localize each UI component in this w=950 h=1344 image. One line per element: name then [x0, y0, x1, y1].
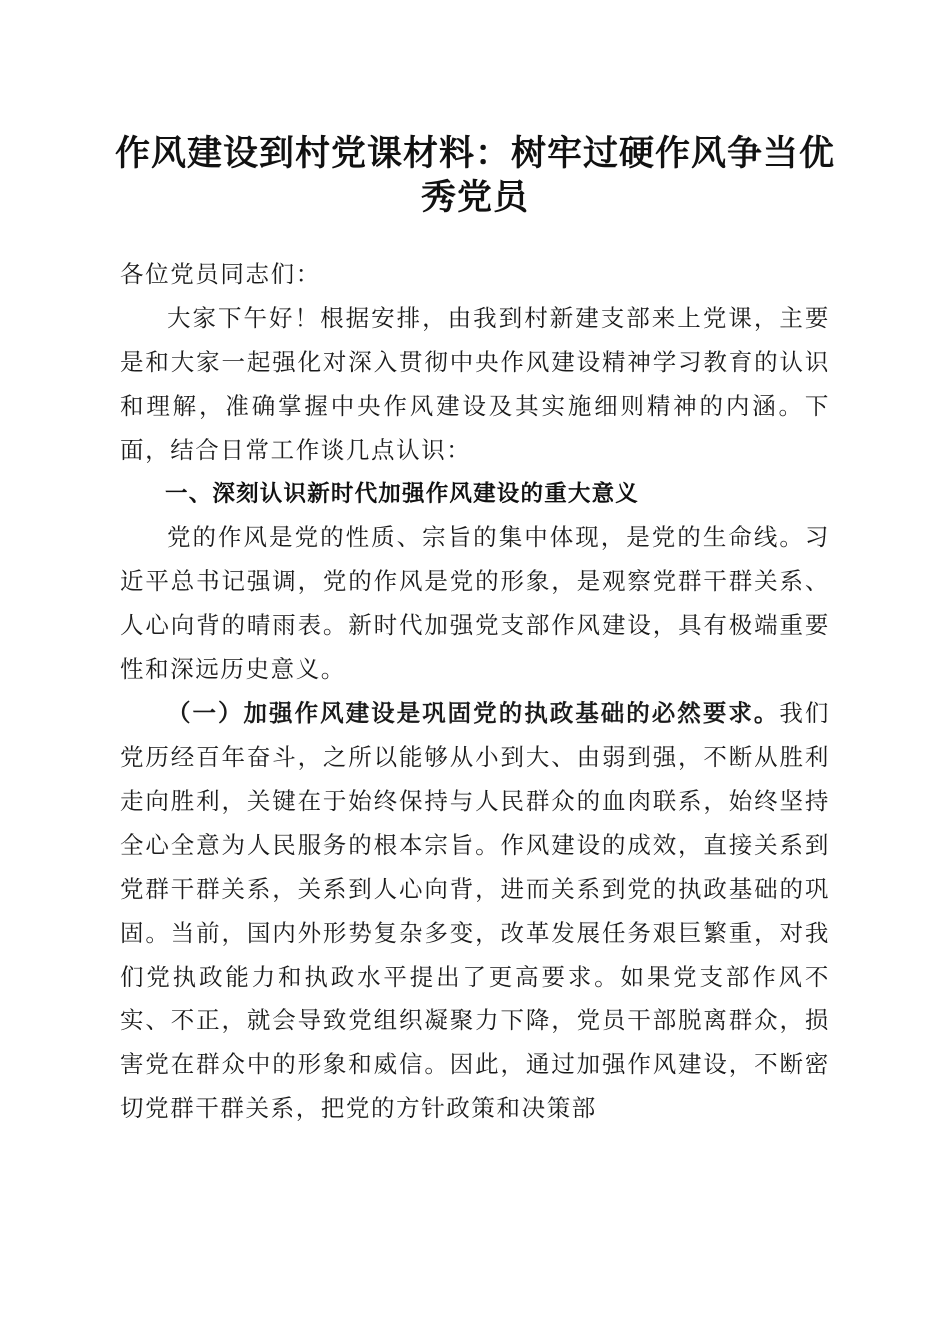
subsection-text-1: 我们党历经百年奋斗，之所以能够从小到大、由弱到强，不断从胜利走向胜利，关键在于始终保持与人民群众的血肉联系，始终坚持全心全意为人民服务的根本宗旨。作风建设的成效，直接关系到党群干群关系，关系到人心向背，进而关系到党的执政基础的巩固。当前，国内外形势复杂多变，改革发展任务艰巨繁重，对我们党执政能力和执政水平提出了更高要求。如果党支部作风不实、不正，就会导致党组织凝聚力下降，党员干部脱离群众，损害党在群众中的形象和威信。因此，通过加强作风建设，不断密切党群干群关系，把党的方针政策和决策部: [120, 699, 830, 1123]
section-paragraph-1: 党的作风是党的性质、宗旨的集中体现，是党的生命线。习近平总书记强调，党的作风是党的形象，是观察党群干群关系、人心向背的晴雨表。新时代加强党支部作风建设，具有极端重要性和深远历史意义。: [120, 523, 830, 684]
subsection-lead-1: （一）加强作风建设是巩固党的执政基础的必然要求。: [167, 699, 780, 728]
document-body: [120, 253, 830, 1131]
section-heading-1: 一、深刻认识新时代加强作风建设的重大意义: [165, 480, 640, 507]
subsection-paragraph-1: [120, 692, 830, 1131]
document-title: 作风建设到村党课材料：树牢过硬作风争当优秀党员: [114, 134, 835, 218]
greeting: 各位党员同志们：: [120, 260, 321, 288]
intro-paragraph: 大家下午好！根据安排，由我到村新建支部来上党课，主要是和大家一起强化对深入贯彻中央作风建设精神学习教育的认识和理解，准确掌握中央作风建设及其实施细则精神的内涵。下面，结合日常工作谈几点认识：: [120, 303, 830, 464]
